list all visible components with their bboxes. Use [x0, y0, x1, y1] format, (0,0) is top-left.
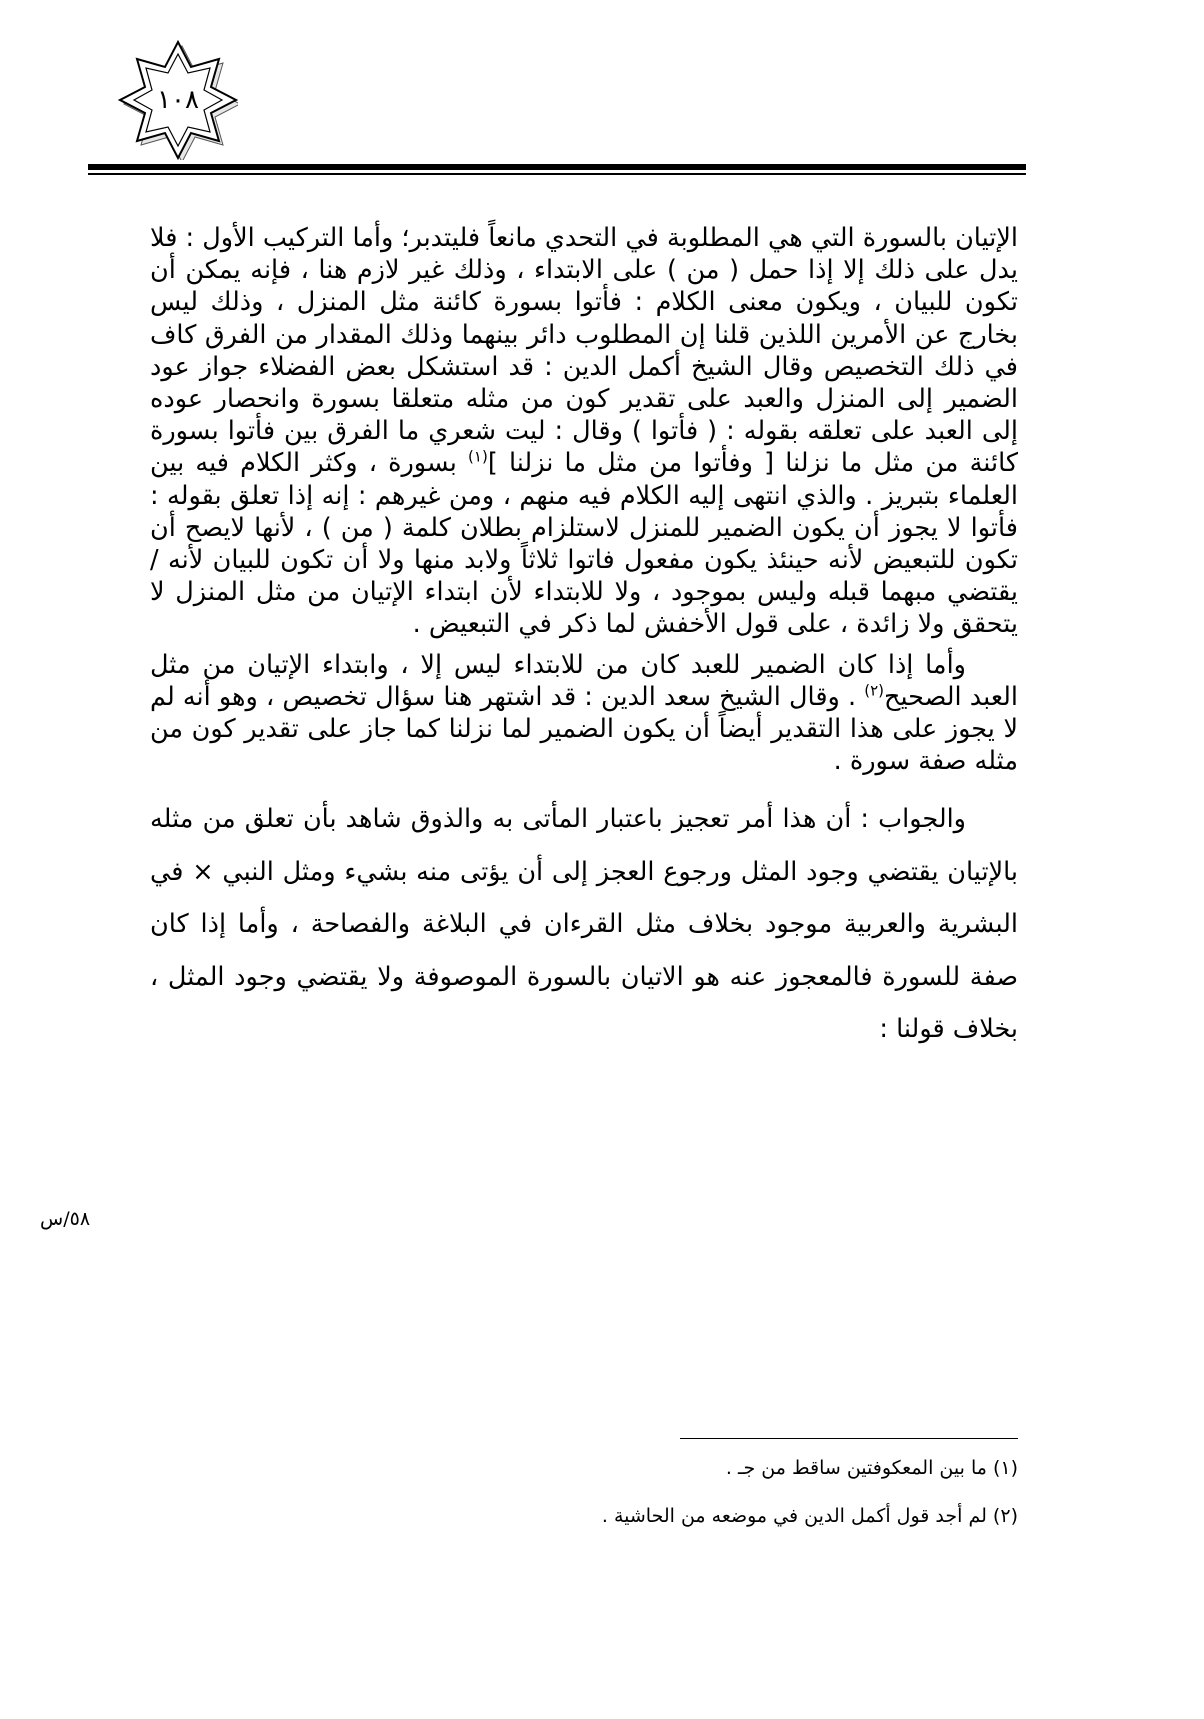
- header-rule-thin: [88, 173, 1026, 175]
- paragraph-1-tail: بسورة ، وكثر الكلام فيه بين العلماء بتبريز . والذي انتهى إليه الكلام فيه منهم ، ومن غيرهم : إنه إذا تعلق بقوله : فأتوا لا يجوز أن يكون الضمير للمنزل لاستلزام بطلان كلمة ( من ) ، لأنها لايصح أن تكون للتبعيض لأنه حينئذ يكون مفعول فاتوا ثلاثاً ولابد منها ولا أن تكون للبيان لأنه / يقتضي مبهما قبله وليس بموجود ، ولا للابتداء لأن ابتداء الإتيان من مثل المنزل لا يتحقق ولا زائدة ، على قول الأخفش لما ذكر في التبعيض .: [150, 448, 1018, 640]
- paragraph-2: [150, 649, 1018, 778]
- footnote-1: (١) ما بين المعكوفتين ساقط من جـ .: [725, 1457, 1018, 1479]
- paragraph-1: [150, 222, 1018, 641]
- paragraph-1-text: الإتيان بالسورة التي هي المطلوبة في التحدي مانعاً فليتدبر؛ وأما التركيب الأول : فلا يدل على ذلك إلا إذا حمل ( من ) على الابتداء ، وذلك غير لازم هنا ، فإنه يمكن أن تكون للبيان ، ويكون معنى الكلام : فأتوا بسورة كائنة مثل المنزل ، وذلك ليس بخارج عن الأمرين اللذين قلنا إن المطلوب دائر بينهما وذلك المقدار من الفرق كاف في ذلك التخصيص وقال الشيخ أكمل الدين : قد استشكل بعض الفضلاء جواز عود الضمير إلى المنزل والعبد على تقدير كون من مثله متعلقا بسورة وانحصار عوده إلى العبد على تعلقه بقوله : ( فأتوا ) وقال : ليت شعري ما الفرق بين فأتوا بسورة كائنة من مثل ما نزلنا [ وفأتوا من مثل ما نزلنا ]: [150, 223, 1018, 479]
- paragraph-3: والجواب : أن هذا أمر تعجيز باعتبار المأتى به والذوق شاهد بأن تعلق من مثله بالإتيان يقتضي وجود المثل ورجوع العجز إلى أن يؤتى منه بشيء ومثل النبي × في البشرية والعربية موجود بخلاف مثل القرءان في البلاغة والفصاحة ، وأما إذا كان صفة للسورة فالمعجوز عنه هو الاتيان بالسورة الموصوفة ولا يقتضي وجود المثل ، بخلاف قولنا :: [150, 804, 1018, 1045]
- page-number: ١٠٨: [157, 85, 199, 115]
- footnote-ref-2: (٢): [864, 681, 885, 700]
- footnotes: [300, 1455, 1018, 1551]
- paragraph-2-text: وأما إذا كان الضمير للعبد كان من للابتداء ليس إلا ، وابتداء الإتيان من مثل العبد الصحيح: [150, 649, 1018, 712]
- paragraph-2-tail: . وقال الشيخ سعد الدين : قد اشتهر هنا سؤال تخصيص ، وهو أنه لم لا يجوز على هذا التقدير أيضاً أن يكون الضمير لما نزلنا كما جاز على تقدير كون من مثله صفة سورة .: [150, 681, 1018, 777]
- footnote-2: (٢) لم أجد قول أكمل الدين في موضعه من الحاشية .: [601, 1505, 1018, 1527]
- manuscript-margin-note: ٥٨/س: [40, 1208, 91, 1230]
- main-text: [150, 222, 1018, 1056]
- header-rule-thick: [88, 164, 1026, 170]
- footnote-separator: [680, 1438, 1018, 1439]
- footnote-ref-1: (١): [468, 447, 488, 466]
